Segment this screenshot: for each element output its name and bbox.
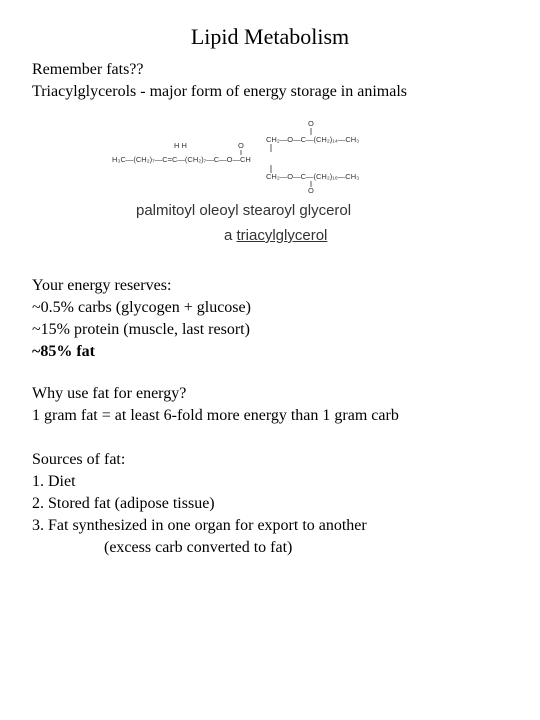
carbonyl-oxygen-bottom: O: [308, 186, 314, 194]
why-heading: Why use fat for energy?: [32, 385, 187, 402]
reserves-heading: Your energy reserves:: [32, 277, 172, 294]
reserve-item-fat: ~85% fat: [32, 343, 95, 360]
source-note: (excess carb converted to fat): [104, 539, 293, 556]
chemical-structure-diagram: [106, 114, 366, 194]
oleoyl-chain: H₃C—(CH₂)₇—C=C—(CH₂)₇—C—O—CH: [112, 155, 251, 164]
intro-line-1: Remember fats??: [32, 61, 144, 78]
caption-term: triacylglycerol: [236, 227, 328, 244]
carbonyl-oxygen-middle: O: [238, 141, 244, 150]
reserve-item-carbs: ~0.5% carbs (glycogen + glucose): [32, 299, 251, 316]
why-text: 1 gram fat = at least 6-fold more energy than 1 gram carb: [32, 407, 399, 424]
carbonyl-oxygen-top: O: [308, 119, 314, 128]
palmitoyl-chain: CH₂—O—C—(CH₂)₁₄—CH₃: [266, 135, 360, 144]
stearoyl-chain: CH₂—O—C—(CH₂)₁₆—CH₃: [266, 172, 360, 181]
page-title: Lipid Metabolism: [190, 24, 350, 49]
caption-prefix: a: [224, 227, 237, 244]
double-bond-hydrogens: H H: [174, 141, 187, 150]
figure-caption-class: [224, 227, 327, 244]
intro-line-2: Triacylglycerols - major form of energy storage in animals: [32, 83, 408, 100]
triacylglycerol-figure: [106, 114, 366, 254]
figure-caption-name: palmitoyl oleoyl stearoyl glycerol: [136, 202, 352, 219]
source-item-stored: 2. Stored fat (adipose tissue): [32, 495, 215, 512]
reserve-item-protein: ~15% protein (muscle, last resort): [32, 321, 250, 338]
source-item-diet: 1. Diet: [32, 473, 76, 490]
sources-heading: Sources of fat:: [32, 451, 126, 468]
source-item-synthesized: 3. Fat synthesized in one organ for export to another: [32, 517, 367, 534]
